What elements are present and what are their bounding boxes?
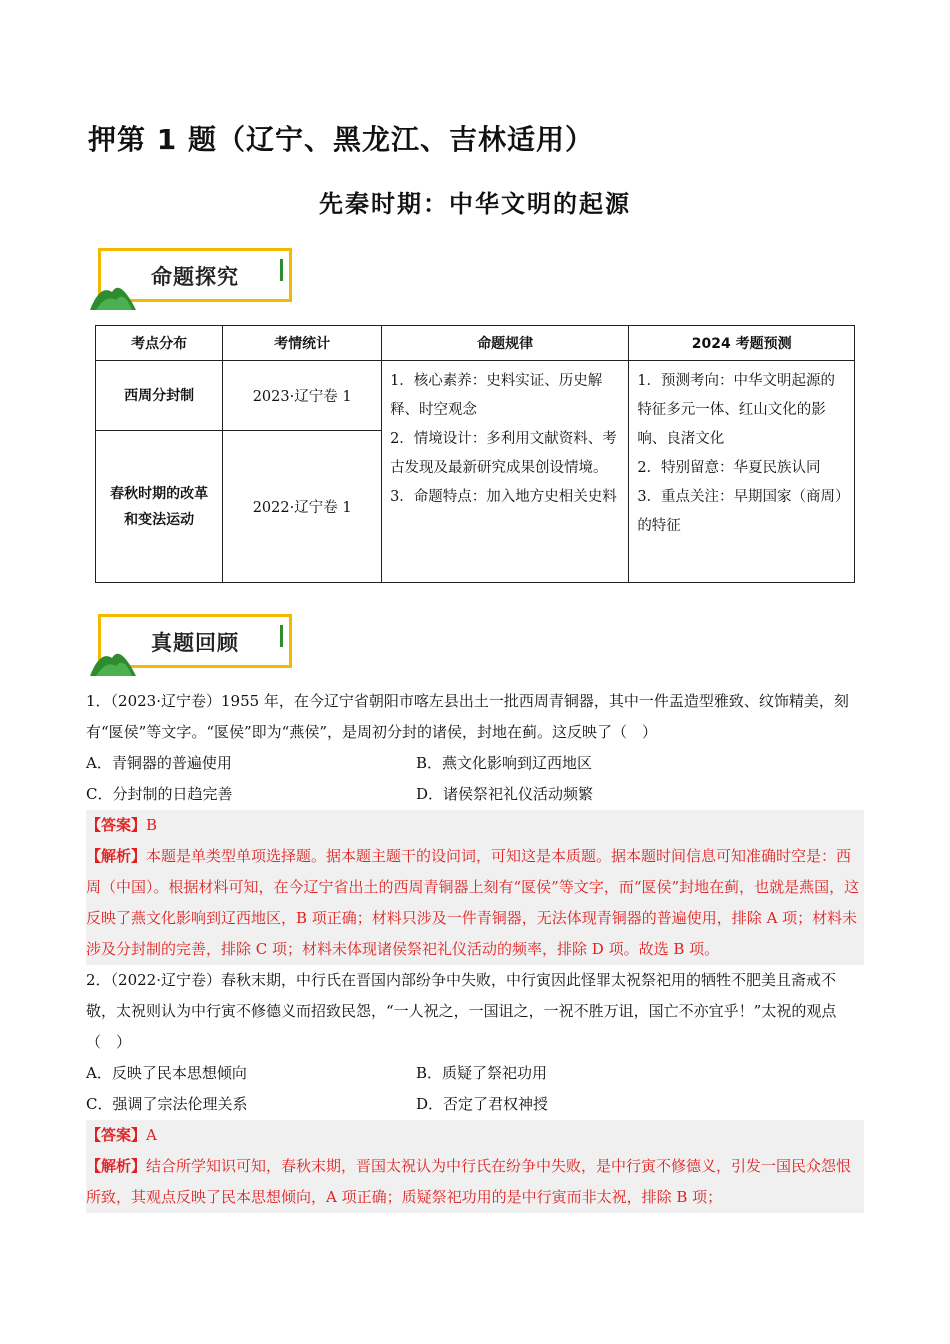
rule-item: 3．命题特点：加入地方史相关史料 [390, 489, 617, 505]
option-d: D．否定了君权神授 [416, 1095, 549, 1113]
forecast-item: 2．特别留意：华夏民族认同 [637, 460, 821, 476]
table-row [96, 361, 855, 431]
forecast-item: 3．重点关注：早期国家（商周）的特征 [637, 489, 843, 534]
answer-box [86, 810, 864, 965]
analysis-text: 结合所学知识可知，春秋末期，晋国太祝认为中行氏在纷争中失败，是中行寅不修德义，引发一国民众怨恨所致，其观点反映了民本思想倾向，A 项正确；质疑祭祀功用的是中行寅而非太祝，排除 B 项； [86, 1157, 852, 1206]
analysis-line [86, 841, 864, 965]
analysis-text: 本题是单类型单项选择题。据本题主题干的设问词，可知这是本质题。据本题时间信息可知准确时空是：西周（中国）。根据材料可知，在今辽宁省出土的西周青铜器上刻有“匽侯”等文字，而“匽侯”封地在蓟，也就是燕国，这反映了燕文化影响到辽西地区，B 项正确；材料只涉及一件青铜器，无法体现青铜器的普遍使用，排除 A 项；材料未涉及分封制的完善，排除 C 项；材料未体现诸侯祭祀礼仪活动的频率，排除 D 项。故选 B 项。 [86, 847, 860, 958]
section-banner-review [90, 614, 295, 676]
banner-tick-decoration [280, 259, 283, 281]
table-header-cell: 2024 考题预测 [629, 326, 855, 361]
table-header-cell: 命题规律 [382, 326, 629, 361]
answer-box [86, 1120, 864, 1213]
table-header-cell: 考点分布 [96, 326, 223, 361]
question-stem: 1．（2023·辽宁卷）1955 年，在今辽宁省朝阳市喀左县出土一批西周青铜器，其中一件盂造型雅致、纹饰精美，刻有“匽侯”等文字。“匽侯”即为“燕侯”，是周初分封的诸侯，封地在蓟。这反映了（ ） [86, 692, 849, 741]
section-banner-explore [90, 248, 295, 310]
question-list [86, 686, 864, 1213]
exam-analysis-table [95, 325, 855, 583]
question-stem: 2．（2022·辽宁卷）春秋末期，中行氏在晋国内部纷争中失败，中行寅因此怪罪太祝祭祀用的牺牲不肥美且斋戒不敬，太祝则认为中行寅不修德义而招致民怨，“一人祝之，一国诅之，一祝不胜万诅，国亡不亦宜乎！”太祝的观点（ ） [86, 971, 837, 1051]
option-b: B．质疑了祭祀功用 [416, 1064, 548, 1082]
page-subtitle: 先秦时期：中华文明的起源 [319, 190, 631, 218]
answer-line [86, 1120, 864, 1151]
rule-item: 1．核心素养：史料实证、历史解释、时空观念 [390, 373, 603, 418]
forecast-item: 1．预测考向：中华文明起源的特征多元一体、红山文化的影响、良渚文化 [637, 373, 836, 447]
hill-icon [90, 278, 138, 310]
stat-cell: 2022·辽宁卷 1 [223, 431, 382, 583]
answer-tag: 【答案】 [86, 816, 147, 834]
answer-value: A [146, 1126, 157, 1144]
analysis-line [86, 1151, 864, 1213]
section-label: 命题探究 [151, 265, 239, 289]
page-title: 押第 1 题（辽宁、黑龙江、吉林适用） [88, 123, 594, 156]
forecast-cell [629, 361, 855, 583]
hill-icon [90, 644, 138, 676]
rules-cell [382, 361, 629, 583]
option-list [86, 1058, 864, 1120]
option-d: D．诸侯祭祀礼仪活动频繁 [416, 785, 594, 803]
answer-value: B [146, 816, 158, 834]
question-block [86, 686, 864, 965]
banner-tick-decoration [280, 625, 283, 647]
topic-cell: 西周分封制 [96, 361, 223, 431]
answer-line [86, 810, 864, 841]
topic-cell: 春秋时期的改革和变法运动 [96, 431, 223, 583]
analysis-tag: 【解析】 [86, 1157, 147, 1175]
analysis-tag: 【解析】 [86, 847, 147, 865]
option-a: A．反映了民本思想倾向 [86, 1064, 247, 1082]
option-c: C．强调了宗法伦理关系 [86, 1095, 248, 1113]
option-b: B．燕文化影响到辽西地区 [416, 754, 593, 772]
option-list [86, 748, 864, 810]
table-header-row [96, 326, 855, 361]
option-c: C．分封制的日趋完善 [86, 785, 233, 803]
answer-tag: 【答案】 [86, 1126, 147, 1144]
option-a: A．青铜器的普遍使用 [86, 754, 232, 772]
section-label: 真题回顾 [151, 631, 239, 655]
table-header-cell: 考情统计 [223, 326, 382, 361]
stat-cell: 2023·辽宁卷 1 [223, 361, 382, 431]
rule-item: 2．情境设计：多利用文献资料、考古发现及最新研究成果创设情境。 [390, 431, 617, 476]
question-block [86, 965, 864, 1213]
